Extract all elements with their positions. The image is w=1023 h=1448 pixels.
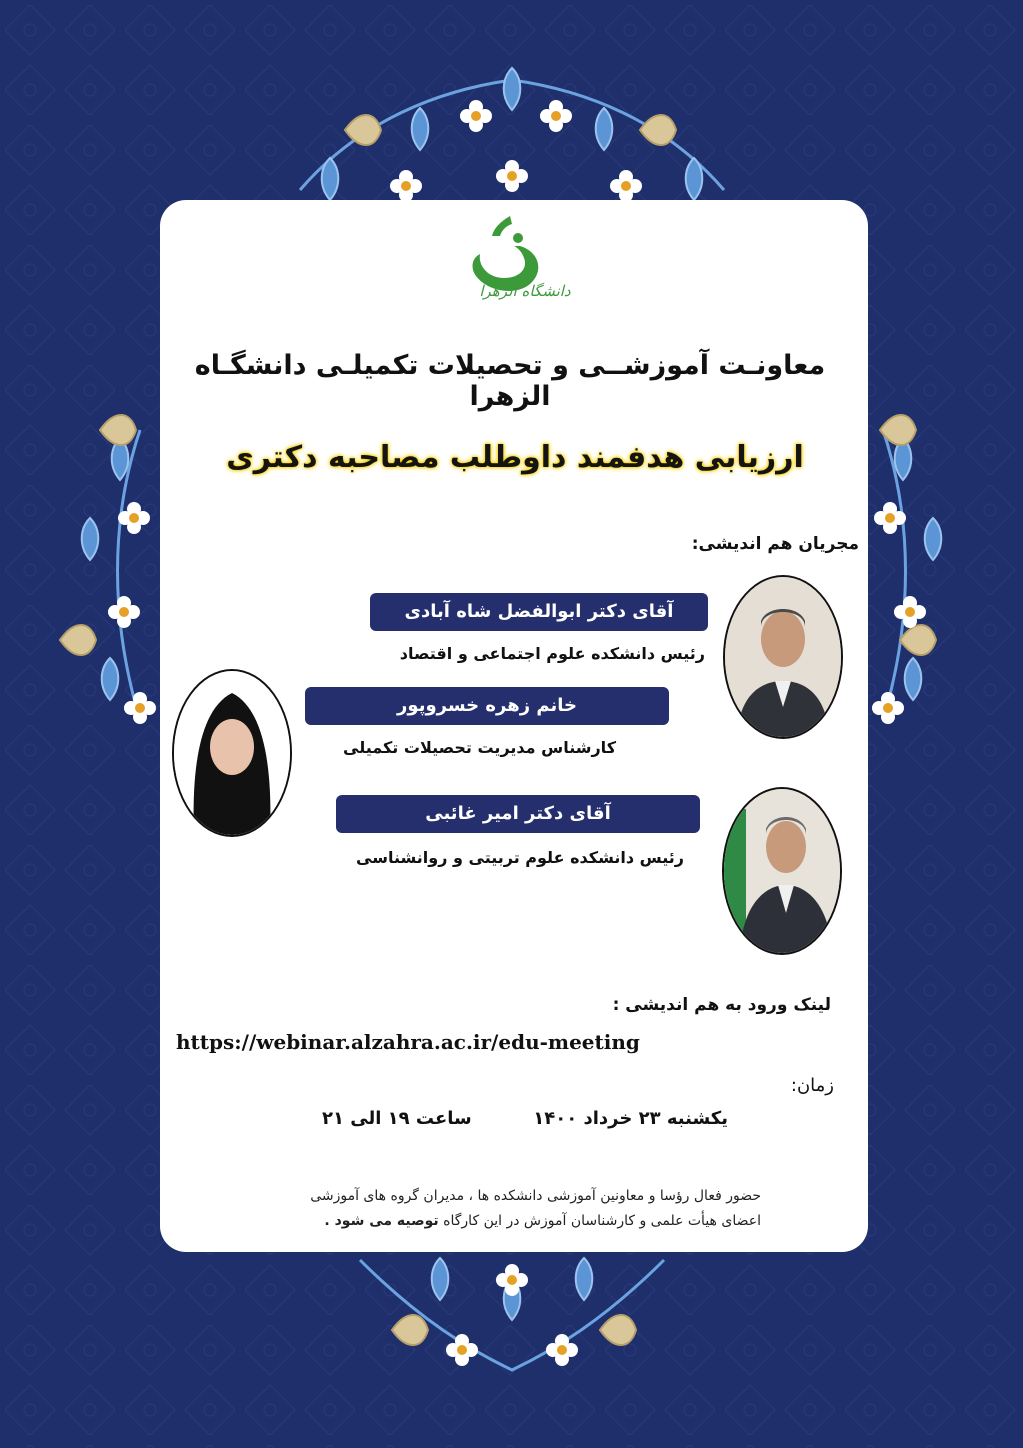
host-role: رئیس دانشکده علوم تربیتی و روانشناسی xyxy=(356,848,684,867)
host-photo xyxy=(723,575,843,739)
time-label: زمان: xyxy=(790,1075,834,1096)
host-photo xyxy=(172,669,292,837)
host-role: رئیس دانشکده علوم اجتماعی و اقتصاد xyxy=(399,644,705,663)
host-role: کارشناس مدیریت تحصیلات تکمیلی xyxy=(343,738,616,757)
link-label: لینک ورود به هم اندیشی : xyxy=(612,995,831,1015)
page-title: معاونـت آموزشــی و تحصیلات تکمیلـی دانشگـاه الزهرا xyxy=(194,350,826,412)
host-name-badge: خانم زهره خسروپور xyxy=(305,687,669,725)
notice-line-1: حضور فعال رؤسا و معاونین آموزشی دانشکده ها ، مدیران گروه های آموزشی xyxy=(310,1188,761,1204)
notice-line-2-emphasis: توصیه می شود . xyxy=(324,1213,439,1229)
event-hours: ساعت ۱۹ الی ۲۱ xyxy=(322,1108,472,1129)
person-silhouette-icon xyxy=(724,789,840,953)
university-logo-text: دانشگاه الزهرا xyxy=(479,282,571,300)
webinar-link[interactable]: https://webinar.alzahra.ac.ir/edu-meeting xyxy=(176,1030,640,1054)
notice-line-2 xyxy=(281,1209,761,1234)
hosts-label: مجریان هم اندیشی: xyxy=(691,534,859,554)
person-silhouette-icon xyxy=(725,577,841,737)
host-name-badge: آقای دکتر امیر غائبی xyxy=(336,795,700,833)
host-photo xyxy=(722,787,842,955)
event-title: ارزیابی هدفمند داوطلب مصاحبه دکتری xyxy=(226,440,804,475)
host-name-badge: آقای دکتر ابوالفضل شاه آبادی xyxy=(370,593,708,631)
event-date: یکشنبه ۲۳ خرداد ۱۴۰۰ xyxy=(533,1108,728,1129)
person-silhouette-icon xyxy=(174,671,290,835)
attendance-notice xyxy=(281,1184,761,1234)
notice-line-2-start: اعضای هیأت علمی و کارشناسان آموزش در این کارگاه xyxy=(443,1213,761,1229)
